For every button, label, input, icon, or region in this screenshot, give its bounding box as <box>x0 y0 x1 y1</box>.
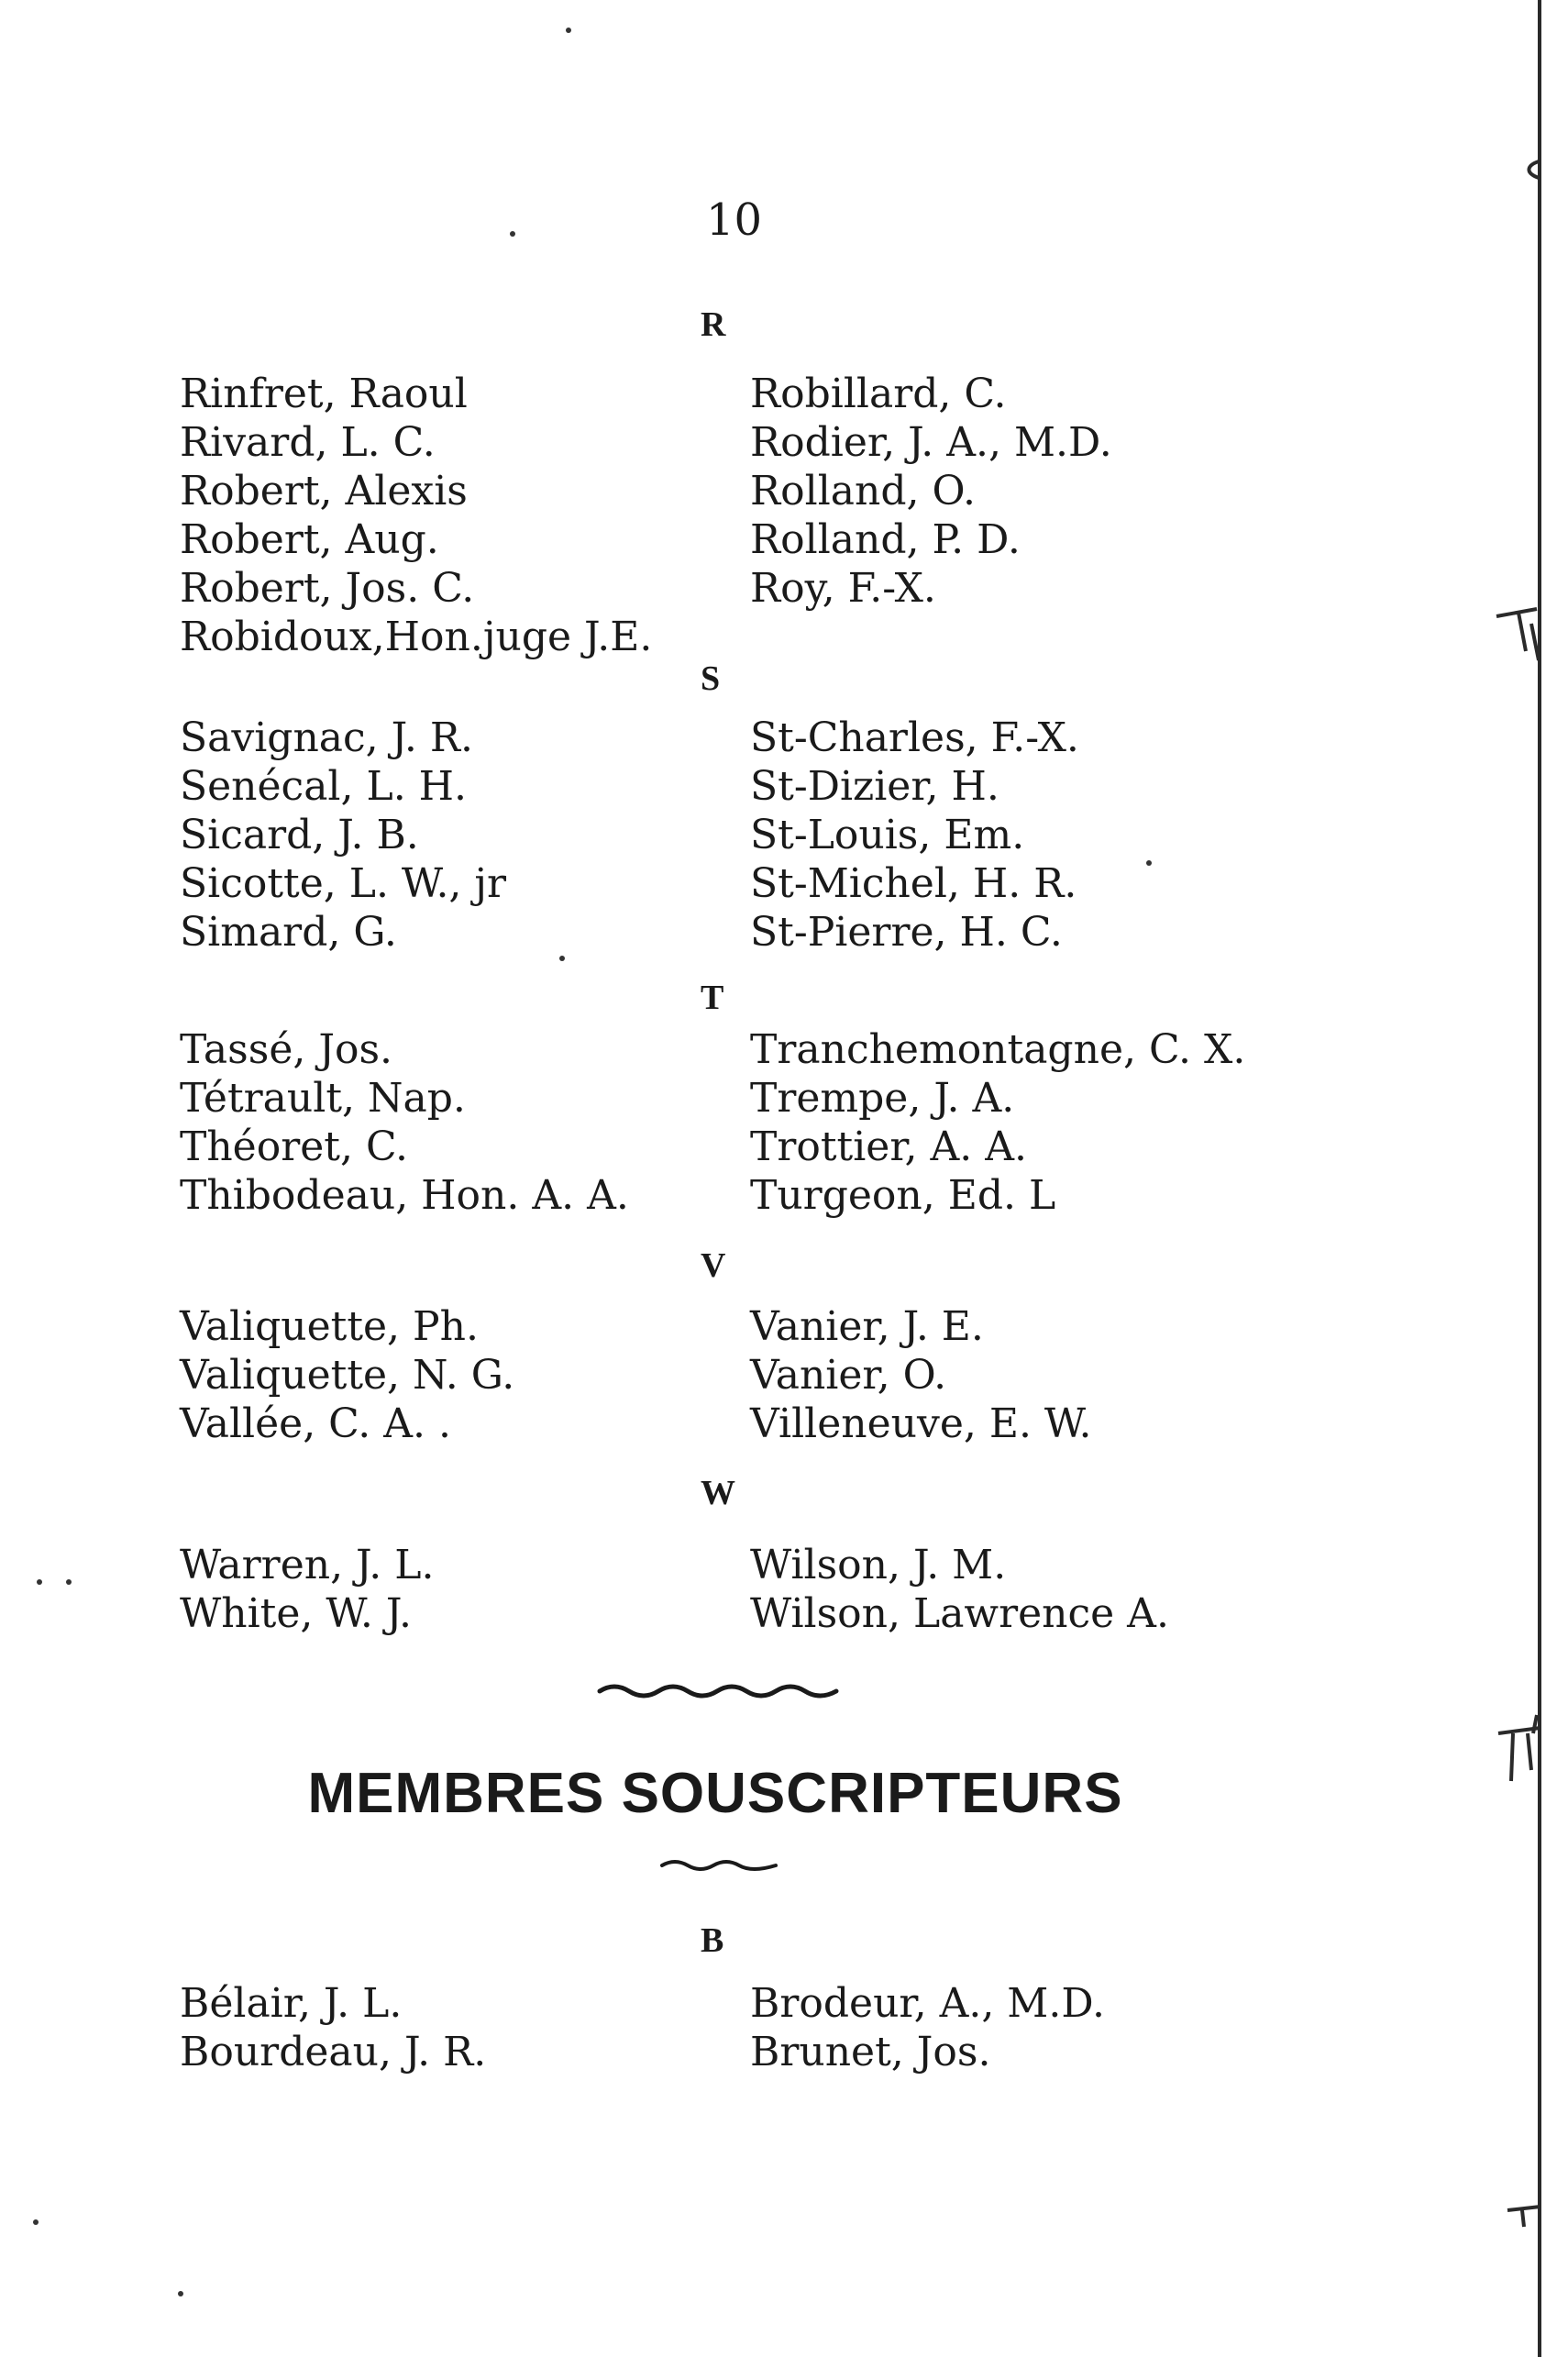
subscriber-name: Bélair, J. L. <box>180 1980 403 2027</box>
member-name: Robillard, C. <box>750 371 1007 417</box>
member-name: Senécal, L. H. <box>180 763 468 810</box>
member-name: White, W. J. <box>180 1590 413 1637</box>
letter-heading-t: T <box>701 979 724 1017</box>
member-name: Trottier, A. A. <box>750 1123 1028 1170</box>
member-name: Vanier, J. E. <box>750 1303 984 1350</box>
names-column-w-right <box>750 1541 1169 1638</box>
member-name: St-Dizier, H. <box>750 763 999 810</box>
names-column-r-left <box>180 370 652 661</box>
member-name: Villeneuve, E. W. <box>750 1400 1092 1447</box>
ink-speck <box>37 1579 42 1585</box>
wavy-divider <box>596 1680 844 1702</box>
names-column-b-right <box>750 1979 1105 2076</box>
member-name: Robert, Alexis <box>180 468 468 515</box>
names-column-s-right <box>750 714 1079 957</box>
member-name: Trempe, J. A. <box>750 1075 1015 1122</box>
member-name: Tranchemontagne, C. X. <box>750 1026 1246 1073</box>
member-name: Thibodeau, Hon. A. A. <box>180 1172 629 1219</box>
edge-mark-icon <box>1491 1697 1546 1788</box>
edge-mark-icon <box>1491 596 1542 669</box>
ink-speck <box>178 2291 183 2296</box>
letter-heading-b: B <box>701 1921 724 1960</box>
member-name: Simard, G. <box>180 909 397 956</box>
member-name: Sicotte, L. W., jr <box>180 860 507 907</box>
letter-heading-s: S <box>701 659 721 698</box>
ink-speck <box>566 28 571 33</box>
edge-mark-icon <box>1504 156 1540 193</box>
subscriber-name: Brodeur, A., M.D. <box>750 1980 1106 2027</box>
edge-mark-icon <box>1504 2183 1544 2229</box>
names-column-w-left <box>180 1541 434 1638</box>
binding-edge-line <box>1538 0 1541 2357</box>
member-name: Sicard, J. B. <box>180 812 419 858</box>
member-name: Vanier, O. <box>750 1352 947 1399</box>
names-column-b-left <box>180 1979 486 2076</box>
ink-speck <box>559 956 565 961</box>
member-name: Théoret, C. <box>180 1123 409 1170</box>
member-name: Wilson, Lawrence A. <box>750 1590 1169 1637</box>
member-name: Vallée, C. A. . <box>180 1400 451 1447</box>
member-name: St-Michel, H. R. <box>750 860 1077 907</box>
member-name: Rolland, O. <box>750 468 976 515</box>
ink-speck <box>510 231 515 237</box>
ink-speck <box>66 1579 72 1585</box>
letter-heading-r: R <box>701 305 726 344</box>
member-name: Tassé, Jos. <box>180 1026 393 1073</box>
names-column-v-right <box>750 1302 1091 1448</box>
names-column-v-left <box>180 1302 514 1448</box>
member-name: Rodier, J. A., M.D. <box>750 419 1112 466</box>
member-name: Tétrault, Nap. <box>180 1075 466 1122</box>
member-name: Robert, Jos. C. <box>180 565 475 612</box>
member-name: Valiquette, N. G. <box>180 1352 515 1399</box>
member-name: St-Charles, F.-X. <box>750 714 1079 761</box>
member-name: Roy, F.-X. <box>750 565 936 612</box>
member-name: Turgeon, Ed. L <box>750 1172 1056 1219</box>
member-name: St-Pierre, H. C. <box>750 909 1063 956</box>
letter-heading-v: V <box>701 1246 726 1285</box>
letter-heading-w: W <box>701 1474 735 1512</box>
wavy-ornament <box>658 1856 779 1875</box>
names-column-t-right <box>750 1025 1245 1220</box>
member-name: Rivard, L. C. <box>180 419 436 466</box>
subscriber-name: Bourdeau, J. R. <box>180 2029 487 2075</box>
member-name: Warren, J. L. <box>180 1542 435 1588</box>
names-column-t-left <box>180 1025 629 1220</box>
member-name: Rolland, P. D. <box>750 516 1021 563</box>
member-name: Wilson, J. M. <box>750 1542 1007 1588</box>
ink-speck <box>33 2219 39 2225</box>
page-number: 10 <box>706 194 763 246</box>
ink-speck <box>1146 860 1152 866</box>
subscriber-name: Brunet, Jos. <box>750 2029 991 2075</box>
member-name: Robidoux,Hon.juge J.E. <box>180 614 653 660</box>
section-heading: MEMBRES SOUSCRIPTEURS <box>307 1762 1123 1825</box>
member-name: Valiquette, Ph. <box>180 1303 479 1350</box>
member-name: Robert, Aug. <box>180 516 439 563</box>
member-name: Savignac, J. R. <box>180 714 473 761</box>
names-column-s-left <box>180 714 506 957</box>
member-name: Rinfret, Raoul <box>180 371 468 417</box>
member-name: St-Louis, Em. <box>750 812 1025 858</box>
names-column-r-right <box>750 370 1112 613</box>
